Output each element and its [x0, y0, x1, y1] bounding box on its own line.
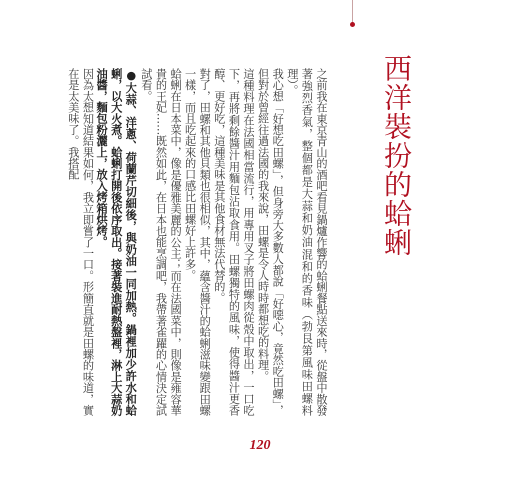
paragraph: 之前我在東京青山的酒吧看見鍋爐作響的蛤蜊餐點送來時，從盤中散發著強烈香氣，整個都是大蒜和奶油混和的香味（勃艮第風味田螺料理）。 [285, 68, 328, 416]
top-decorative-line [352, 0, 353, 24]
recipe-steps: ●大蒜、洋蔥、荷蘭芹切細後，與奶油一同加熱。鍋裡加少許水和蛤蜊，以大火煮。蛤蜊打開後依序取出。接著裝進耐熱盤裡，淋上大蒜奶油醬，麵包粉灑上，放入烤箱烘烤。 [95, 68, 139, 416]
paragraph: 因為太想知道結果如何，我立即嘗了一口。形簡直就是田螺的味道，實在是太美味了。我搭配 [66, 68, 95, 416]
paragraph: 蛤蜊在日本菜中，像是優雅美麗的公主；而在法國菜中，則像是雍容華貴的王妃……既然如此，在日本也能烹調吧，我帶著雀躍的心情決定試試看。 [139, 68, 183, 416]
page-number: 120 [249, 438, 271, 453]
paragraph: 對了，田螺和其他貝類也很相似，其中，蘊含醬汁的蛤蜊滋味變跟田螺一樣，而且吃起來的口感比田螺好上許多。 [183, 68, 212, 416]
page-title: 西洋裝扮的蛤蜊 [380, 54, 413, 257]
paragraph: 我心想「好想吃田螺」，但身旁大多數人都說「好噁心，竟然吃田螺」，但對於曾經往過法國的我來說，田螺是令人時時都想吃的料理。 [256, 68, 285, 416]
paragraph: 這種料理在法國相當流行，用專用叉子將田螺肉從殼中取出，一口吃下，再將剩餘醬汁用麵包沾取食用。田螺獨特的風味，使得醬汁更香醇、更好吃，這種美味是其他食材無法代替的。 [212, 68, 256, 416]
body-text [66, 68, 328, 416]
top-decorative-dot [350, 22, 355, 27]
